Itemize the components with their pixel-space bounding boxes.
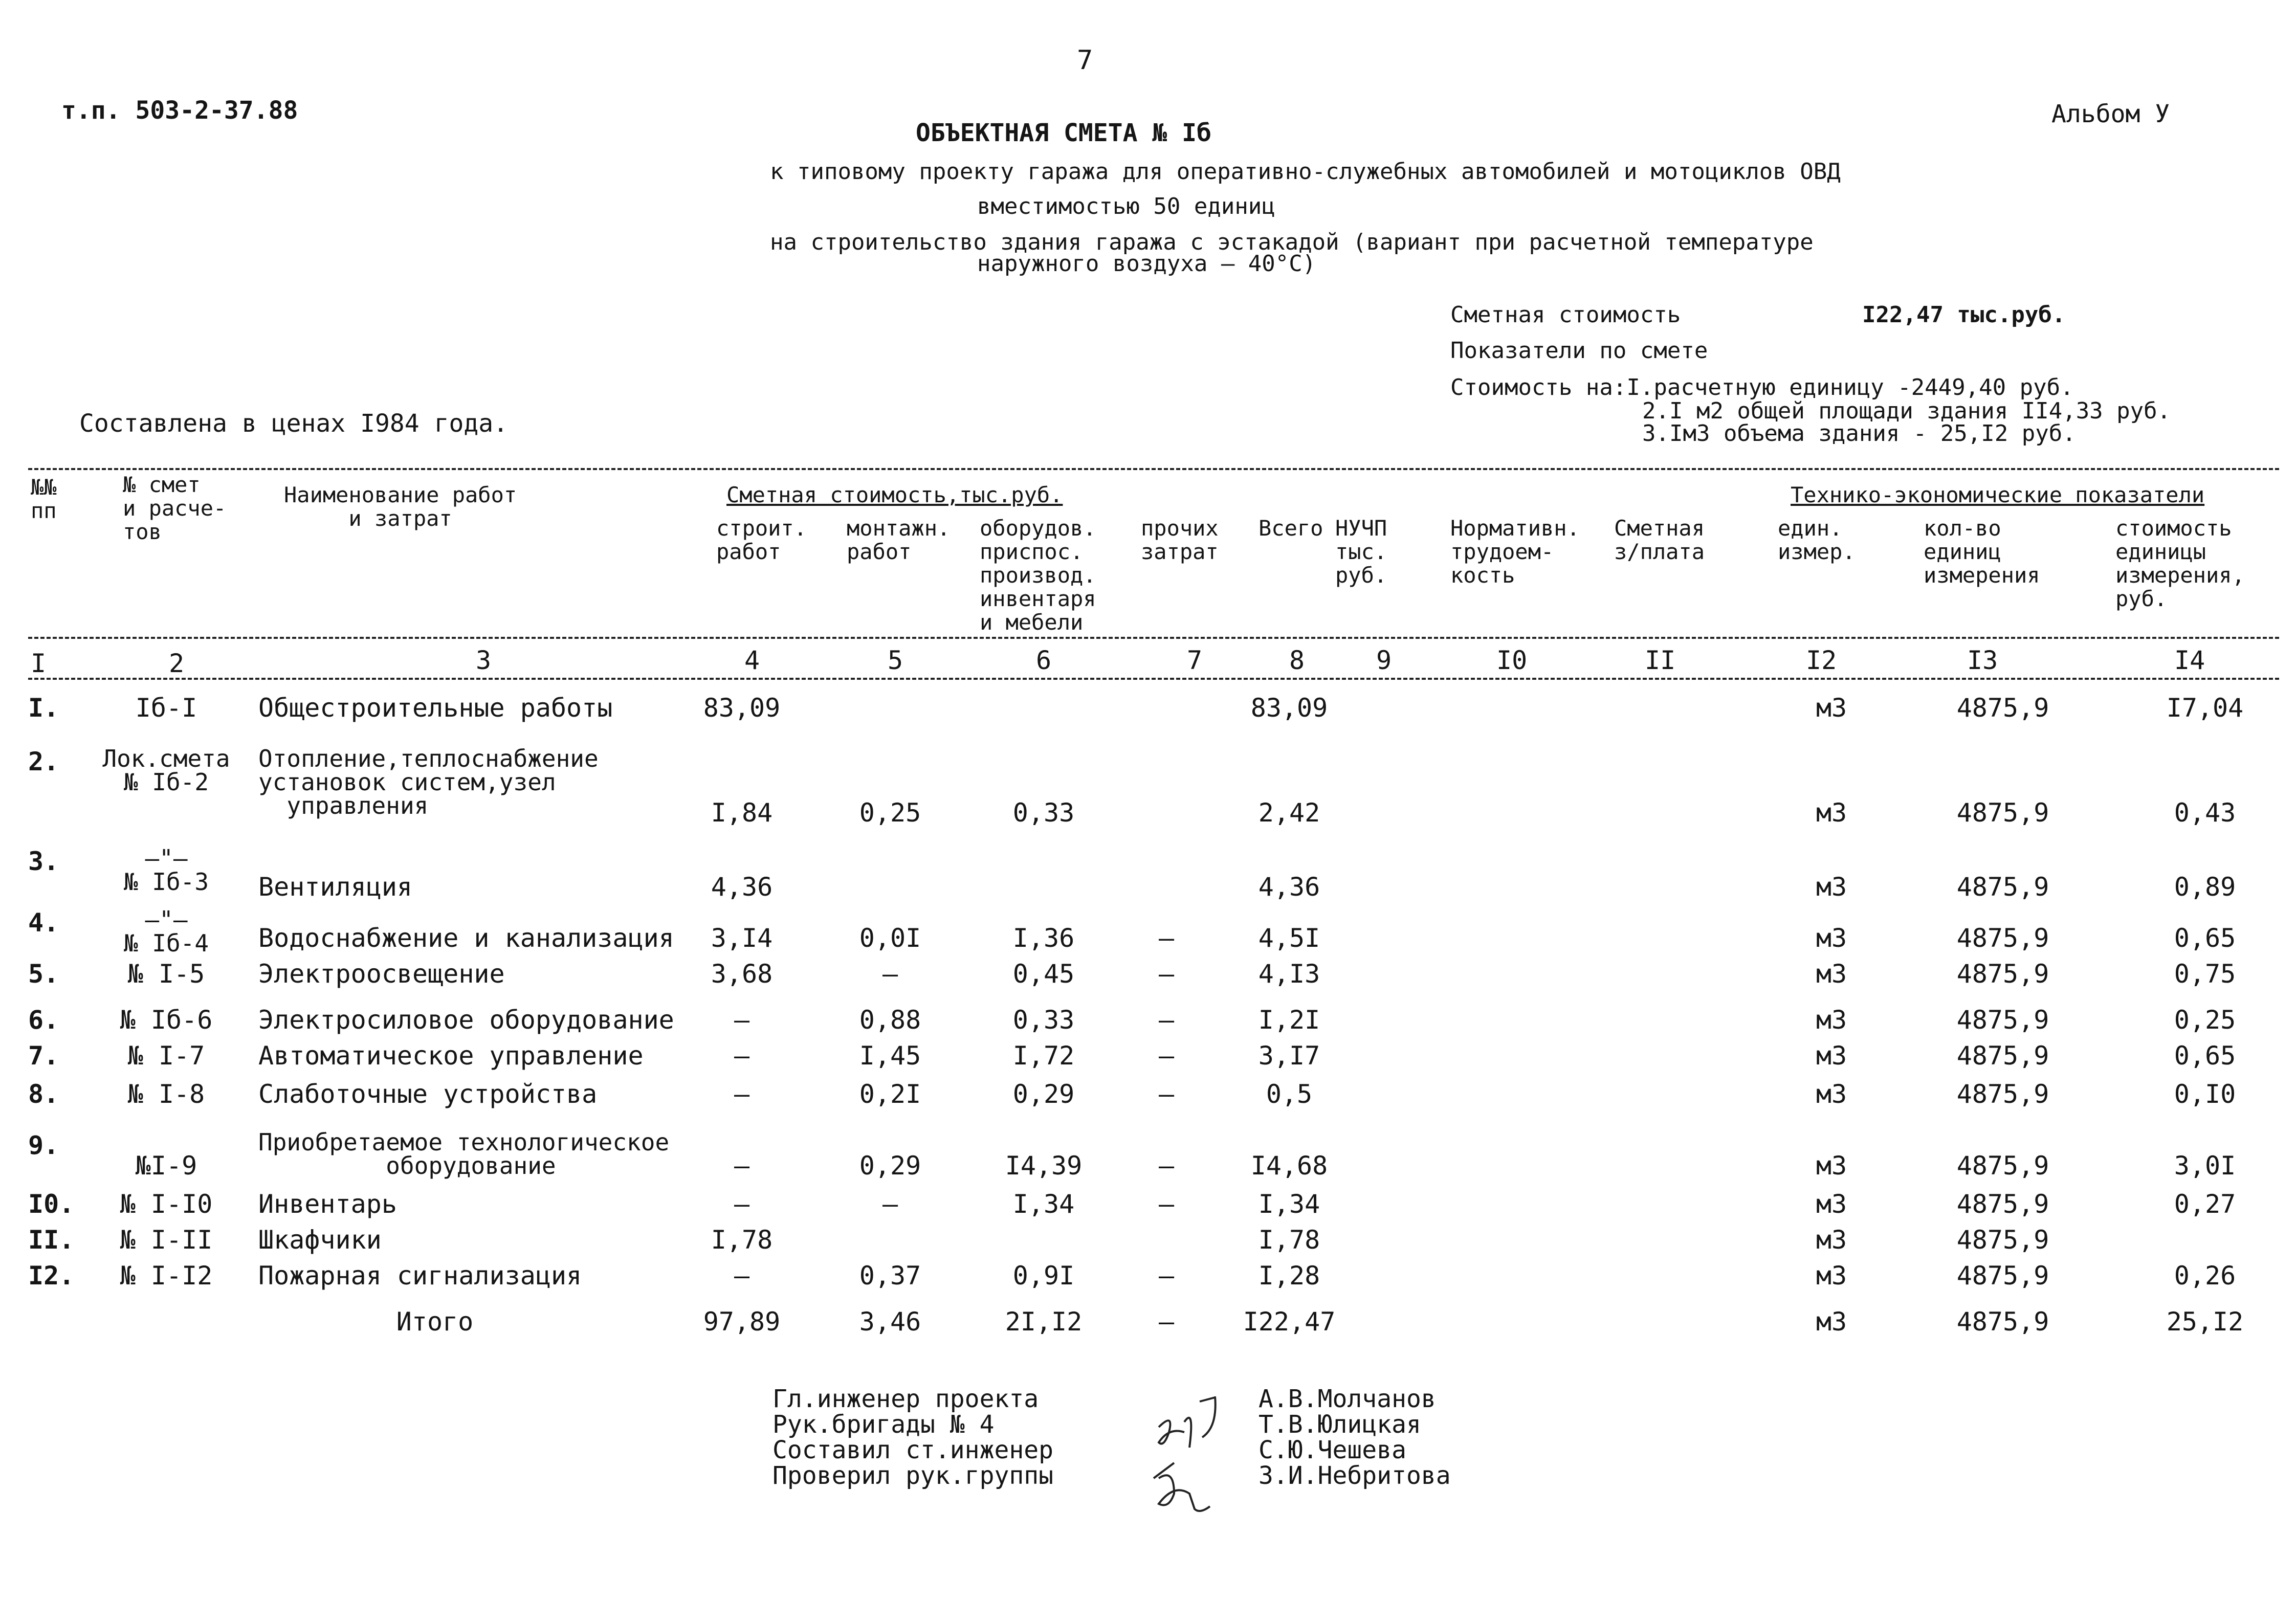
unit-cost-line-3: 3.IмЗ объема здания - 25,I2 руб. <box>1642 420 2076 447</box>
row-12-num: I2. <box>28 1261 75 1291</box>
row-7-c8: 3,I7 <box>1258 1041 1320 1071</box>
header-c11: Сметная з/плата <box>1614 516 1705 564</box>
row-6-c4: – <box>734 1005 750 1035</box>
total-c7: – <box>1158 1307 1175 1337</box>
row-9-calc: №I-9 <box>135 1151 197 1181</box>
row-2-c6: 0,33 <box>1012 798 1075 828</box>
subtitle-line-1: к типовому проекту гаража для оперативно-служебных автомобилей и мотоциклов ОВД <box>770 159 1841 185</box>
row-1-name: Общестроительные работы <box>258 693 613 723</box>
row-1-c12: м3 <box>1816 693 1847 723</box>
row-3-name: Вентиляция <box>258 872 413 902</box>
row-10-c6: I,34 <box>1012 1189 1075 1219</box>
signature-roles: Гл.инженер проекта Рук.бригады № 4 Составил ст.инженер Проверил рук.группы <box>772 1385 1054 1490</box>
colnum-9: 9 <box>1376 646 1392 675</box>
row-10-c13: 4875,9 <box>1956 1189 2049 1219</box>
row-8-c4: – <box>734 1079 750 1109</box>
row-6-calc: № Iб-6 <box>120 1005 213 1035</box>
row-1-c8: 83,09 <box>1250 693 1328 723</box>
row-5-c7: – <box>1158 959 1175 989</box>
header-c6: оборудов. приспос. производ. инвентаря и мебели <box>980 516 1096 635</box>
row-7-c4: – <box>734 1041 750 1071</box>
header-name: Наименование работ и затрат <box>284 482 517 531</box>
row-9-c14: 3,0I <box>2174 1151 2236 1181</box>
row-12-c5: 0,37 <box>859 1261 921 1291</box>
row-7-num: 7. <box>28 1041 59 1071</box>
row-12-calc: № I-I2 <box>120 1261 213 1291</box>
row-7-c6: I,72 <box>1012 1041 1075 1071</box>
row-7-name: Автоматическое управление <box>258 1041 644 1071</box>
colnum-1: I <box>31 649 47 678</box>
row-1-num: I. <box>28 693 59 723</box>
row-10-name: Инвентарь <box>258 1189 397 1219</box>
row-2-c14: 0,43 <box>2174 798 2236 828</box>
row-9-c6: I4,39 <box>1005 1151 1083 1181</box>
row-1-calc: Iб-I <box>135 693 197 723</box>
row-1-c14: I7,04 <box>2166 693 2244 723</box>
row-8-c6: 0,29 <box>1012 1079 1075 1109</box>
colnum-2: 2 <box>169 649 185 678</box>
row-12-c4: – <box>734 1261 750 1291</box>
colnum-14: I4 <box>2174 646 2205 675</box>
row-6-c13: 4875,9 <box>1956 1005 2049 1035</box>
row-5-c8: 4,I3 <box>1258 959 1320 989</box>
header-calc: № смет и расче- тов <box>123 472 227 544</box>
row-5-c14: 0,75 <box>2174 959 2236 989</box>
subtitle-line-2: вместимостью 50 единиц <box>977 193 1275 219</box>
colnum-6: 6 <box>1036 646 1052 675</box>
row-8-c7: – <box>1158 1079 1175 1109</box>
row-2-c5: 0,25 <box>859 798 921 828</box>
row-12-c8: I,28 <box>1258 1261 1320 1291</box>
header-c9: НУЧП тыс. руб. <box>1335 516 1387 588</box>
row-6-name: Электросиловое оборудование <box>258 1005 674 1035</box>
signature-names: А.В.Молчанов Т.В.Юлицкая С.Ю.Чешева З.И.Небритова <box>1259 1385 1451 1490</box>
total-c6: 2I,I2 <box>1005 1307 1083 1337</box>
row-4-c8: 4,5I <box>1258 923 1320 953</box>
header-num: №№ пп <box>31 475 57 523</box>
row-4-c6: I,36 <box>1012 923 1075 953</box>
row-8-c12: м3 <box>1816 1079 1847 1109</box>
header-c5: монтажн. работ <box>847 516 951 564</box>
header-c7: прочих затрат <box>1141 516 1219 564</box>
row-7-c12: м3 <box>1816 1041 1847 1071</box>
page-number: 7 <box>1077 45 1093 76</box>
indicators-label: Показатели по смете <box>1450 338 1708 364</box>
row-3-c13: 4875,9 <box>1956 872 2049 902</box>
row-8-calc: № I-8 <box>127 1079 205 1109</box>
row-4-c7: – <box>1158 923 1175 953</box>
table-top-rule <box>28 468 2279 470</box>
row-2-c4: I,84 <box>711 798 773 828</box>
row-2-c8: 2,42 <box>1258 798 1320 828</box>
subtitle-line-4: наружного воздуха – 40°С) <box>977 251 1316 277</box>
row-2-c12: м3 <box>1816 798 1847 828</box>
header-group-tech: Технико-экономические показатели <box>1791 482 2205 507</box>
row-4-c4: 3,I4 <box>711 923 773 953</box>
row-4-calc: –"– № Iб-4 <box>123 906 209 957</box>
colnum-7: 7 <box>1187 646 1203 675</box>
colnum-5: 5 <box>888 646 903 675</box>
row-3-calc: –"– № Iб-3 <box>123 844 209 896</box>
colnum-3: 3 <box>476 646 492 675</box>
colnum-11: II <box>1645 646 1676 675</box>
row-9-name: Приобретаемое технологическое оборудование <box>258 1128 670 1180</box>
row-9-c7: – <box>1158 1151 1175 1181</box>
row-3-c4: 4,36 <box>711 872 773 902</box>
row-7-c13: 4875,9 <box>1956 1041 2049 1071</box>
unit-cost-line-1: Стоимость на:I.расчетную единицу -2449,40 руб. <box>1450 374 2074 401</box>
row-2-c13: 4875,9 <box>1956 798 2049 828</box>
row-10-num: I0. <box>28 1189 75 1219</box>
row-4-num: 4. <box>28 908 59 938</box>
row-10-c5: – <box>882 1189 898 1219</box>
row-1-c4: 83,09 <box>703 693 781 723</box>
row-8-num: 8. <box>28 1079 59 1109</box>
row-9-c4: – <box>734 1151 750 1181</box>
row-5-c4: 3,68 <box>711 959 773 989</box>
row-8-c13: 4875,9 <box>1956 1079 2049 1109</box>
row-8-c8: 0,5 <box>1266 1079 1313 1109</box>
row-7-c7: – <box>1158 1041 1175 1071</box>
prices-note: Составлена в ценах I984 года. <box>79 409 509 438</box>
row-11-c12: м3 <box>1816 1225 1847 1255</box>
row-3-c12: м3 <box>1816 872 1847 902</box>
row-10-c4: – <box>734 1189 750 1219</box>
header-c13: кол-во единиц измерения <box>1924 516 2040 588</box>
row-11-calc: № I-II <box>120 1225 213 1255</box>
row-6-num: 6. <box>28 1005 59 1035</box>
total-label: Итого <box>396 1307 474 1337</box>
row-6-c6: 0,33 <box>1012 1005 1075 1035</box>
header-c4: строит. работ <box>716 516 807 564</box>
total-c14: 25,I2 <box>2166 1307 2244 1337</box>
header-c10: Нормативн. трудоем- кость <box>1450 516 1580 588</box>
header-group-cost: Сметная стоимость,тыс.руб. <box>726 482 1063 507</box>
row-8-name: Слаботочные устройства <box>258 1079 598 1109</box>
row-8-c5: 0,2I <box>859 1079 921 1109</box>
row-10-c7: – <box>1158 1189 1175 1219</box>
subtitle-line-3: на строительство здания гаража с эстакадой (вариант при расчетной температуре <box>770 229 1814 255</box>
album-label: Альбом У <box>2051 100 2170 128</box>
row-4-c5: 0,0I <box>859 923 921 953</box>
row-6-c8: I,2I <box>1258 1005 1320 1035</box>
total-c13: 4875,9 <box>1956 1307 2049 1337</box>
row-7-c14: 0,65 <box>2174 1041 2236 1071</box>
row-5-num: 5. <box>28 959 59 989</box>
row-10-c14: 0,27 <box>2174 1189 2236 1219</box>
header-bottom-rule <box>28 637 2279 639</box>
row-11-c8: I,78 <box>1258 1225 1320 1255</box>
total-c4: 97,89 <box>703 1307 781 1337</box>
row-3-num: 3. <box>28 847 59 876</box>
row-4-c14: 0,65 <box>2174 923 2236 953</box>
total-c8: I22,47 <box>1243 1307 1336 1337</box>
colnum-bottom-rule <box>28 678 2279 680</box>
row-2-num: 2. <box>28 747 59 776</box>
cost-value: I22,47 тыс.руб. <box>1862 302 2066 328</box>
header-c12: един. измер. <box>1778 516 1856 564</box>
row-7-calc: № I-7 <box>127 1041 205 1071</box>
row-12-name: Пожарная сигнализация <box>258 1261 582 1291</box>
row-5-name: Электроосвещение <box>258 959 505 989</box>
row-12-c6: 0,9I <box>1012 1261 1075 1291</box>
row-9-c12: м3 <box>1816 1151 1847 1181</box>
row-11-c4: I,78 <box>711 1225 773 1255</box>
row-6-c5: 0,88 <box>859 1005 921 1035</box>
row-11-num: II. <box>28 1225 75 1255</box>
row-3-c8: 4,36 <box>1258 872 1320 902</box>
row-4-c12: м3 <box>1816 923 1847 953</box>
row-5-c13: 4875,9 <box>1956 959 2049 989</box>
header-c14: стоимость единицы измерения, руб. <box>2115 516 2245 611</box>
colnum-8: 8 <box>1289 646 1305 675</box>
row-6-c14: 0,25 <box>2174 1005 2236 1035</box>
doc-code: т.п. 503-2-37.88 <box>61 96 298 125</box>
row-9-num: 9. <box>28 1130 59 1160</box>
row-11-name: Шкафчики <box>258 1225 382 1255</box>
colnum-13: I3 <box>1967 646 1998 675</box>
row-9-c5: 0,29 <box>859 1151 921 1181</box>
cost-label: Сметная стоимость <box>1450 302 1681 328</box>
row-9-c8: I4,68 <box>1250 1151 1328 1181</box>
row-5-c12: м3 <box>1816 959 1847 989</box>
row-12-c13: 4875,9 <box>1956 1261 2049 1291</box>
row-4-c13: 4875,9 <box>1956 923 2049 953</box>
row-6-c12: м3 <box>1816 1005 1847 1035</box>
document-title: ОБЪЕКТНАЯ СМЕТА № Iб <box>916 119 1211 147</box>
row-6-c7: – <box>1158 1005 1175 1035</box>
row-9-c13: 4875,9 <box>1956 1151 2049 1181</box>
row-11-c13: 4875,9 <box>1956 1225 2049 1255</box>
colnum-12: I2 <box>1806 646 1837 675</box>
row-8-c14: 0,I0 <box>2174 1079 2236 1109</box>
row-10-c12: м3 <box>1816 1189 1847 1219</box>
colnum-4: 4 <box>744 646 760 675</box>
row-5-calc: № I-5 <box>127 959 205 989</box>
row-7-c5: I,45 <box>859 1041 921 1071</box>
row-5-c5: – <box>882 959 898 989</box>
row-10-c8: I,34 <box>1258 1189 1320 1219</box>
row-2-name: Отопление,теплоснабжение установок систем,узел управления <box>258 745 599 819</box>
unit-cost-line-2: 2.I м2 общей площади здания II4,33 руб. <box>1642 398 2171 424</box>
row-12-c14: 0,26 <box>2174 1261 2236 1291</box>
total-c5: 3,46 <box>859 1307 921 1337</box>
row-1-c13: 4875,9 <box>1956 693 2049 723</box>
header-c8: Всего <box>1259 516 1323 541</box>
handwritten-signatures <box>1138 1391 1241 1535</box>
row-3-c14: 0,89 <box>2174 872 2236 902</box>
row-10-calc: № I-I0 <box>120 1189 213 1219</box>
row-12-c7: – <box>1158 1261 1175 1291</box>
total-c12: м3 <box>1816 1307 1847 1337</box>
row-4-name: Водоснабжение и канализация <box>258 923 674 953</box>
row-12-c12: м3 <box>1816 1261 1847 1291</box>
colnum-10: I0 <box>1496 646 1528 675</box>
row-2-calc: Лок.смета № Iб-2 <box>102 745 230 796</box>
row-5-c6: 0,45 <box>1012 959 1075 989</box>
